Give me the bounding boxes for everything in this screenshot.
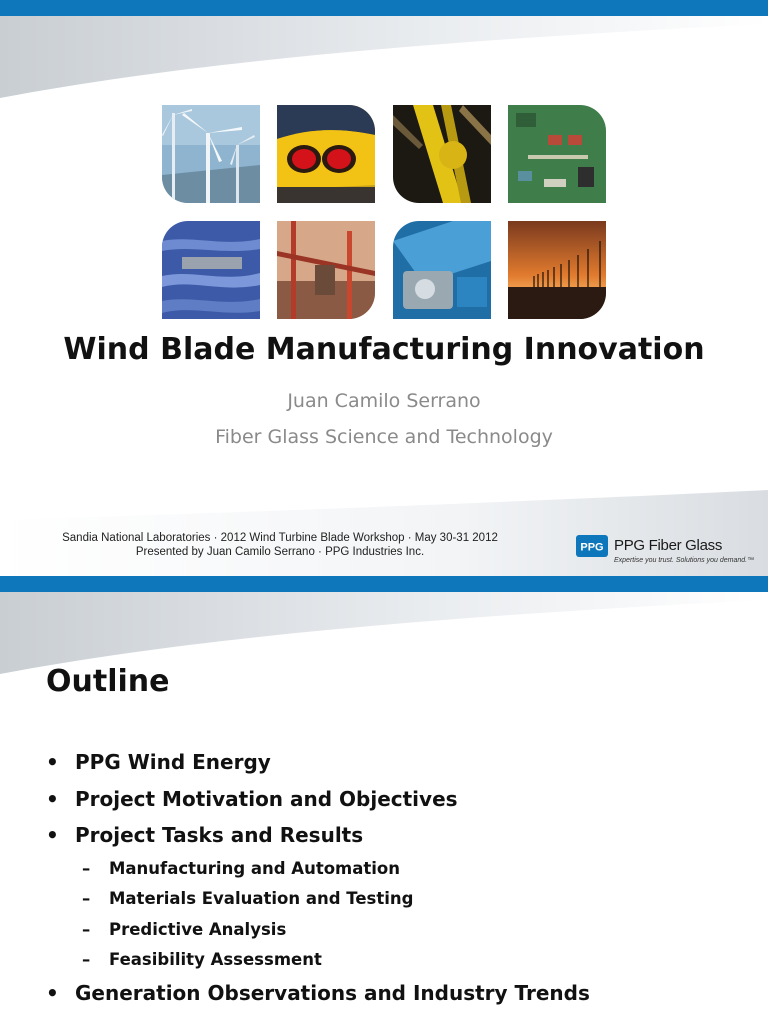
bullet-marker: • bbox=[46, 823, 59, 848]
blue-cables-image bbox=[162, 221, 260, 319]
image-collage bbox=[0, 0, 768, 330]
dash-marker: – bbox=[82, 950, 91, 970]
dash-marker: – bbox=[82, 859, 91, 879]
outline-item bbox=[46, 781, 746, 818]
footer-event-line: Sandia National Laboratories · 2012 Wind Turbine Blade Workshop · May 30-31 2012 bbox=[62, 532, 498, 544]
outline-list bbox=[46, 744, 746, 1011]
wind-turbines-image bbox=[162, 105, 260, 203]
dash-marker: – bbox=[82, 919, 91, 939]
bullet-marker: • bbox=[46, 786, 59, 811]
top-accent-bar bbox=[0, 576, 768, 592]
outline-subitem bbox=[46, 944, 746, 974]
ppg-brand-name: PPG Fiber Glass bbox=[614, 537, 723, 554]
footer-presenter-line: Presented by Juan Camilo Serrano · PPG Industries Inc. bbox=[135, 546, 425, 558]
outline-item-text: Generation Observations and Industry Trends bbox=[75, 980, 590, 1005]
outline-item bbox=[46, 817, 746, 854]
slide-title: Outline bbox=[46, 664, 170, 699]
outline-subitem-text: Manufacturing and Automation bbox=[109, 859, 400, 879]
presentation-title: Wind Blade Manufacturing Innovation bbox=[63, 332, 705, 367]
outline-subitem-text: Materials Evaluation and Testing bbox=[109, 889, 414, 909]
outline-subitem-text: Predictive Analysis bbox=[109, 919, 287, 939]
outline-item-text: PPG Wind Energy bbox=[75, 750, 271, 775]
presenter-name: Juan Camilo Serrano bbox=[287, 390, 481, 412]
outline-subitem bbox=[46, 914, 746, 944]
offshore-wind-image bbox=[508, 221, 606, 319]
outline-subitem-text: Feasibility Assessment bbox=[109, 950, 322, 970]
outline-slide bbox=[0, 576, 768, 1024]
ppg-logo-icon bbox=[576, 535, 608, 557]
outline-item-text: Project Tasks and Results bbox=[75, 823, 364, 848]
outline-subitem bbox=[46, 884, 746, 914]
outline-subitem bbox=[46, 854, 746, 884]
yellow-car-image bbox=[277, 105, 375, 203]
organization-name: Fiber Glass Science and Technology bbox=[215, 426, 553, 448]
outline-item bbox=[46, 744, 746, 781]
outline-item-text: Project Motivation and Objectives bbox=[75, 786, 458, 811]
ppg-tagline: Expertise you trust. Solutions you demand.™ bbox=[614, 557, 755, 564]
ppg-logo-mark: PPG bbox=[580, 541, 604, 554]
engine-image bbox=[393, 221, 491, 319]
circuit-board-image bbox=[508, 105, 606, 203]
oil-rig-image bbox=[277, 221, 375, 319]
dash-marker: – bbox=[82, 889, 91, 909]
yellow-machinery-image bbox=[393, 105, 491, 203]
bullet-marker: • bbox=[46, 980, 59, 1005]
outline-item bbox=[46, 975, 746, 1012]
bullet-marker: • bbox=[46, 750, 59, 775]
